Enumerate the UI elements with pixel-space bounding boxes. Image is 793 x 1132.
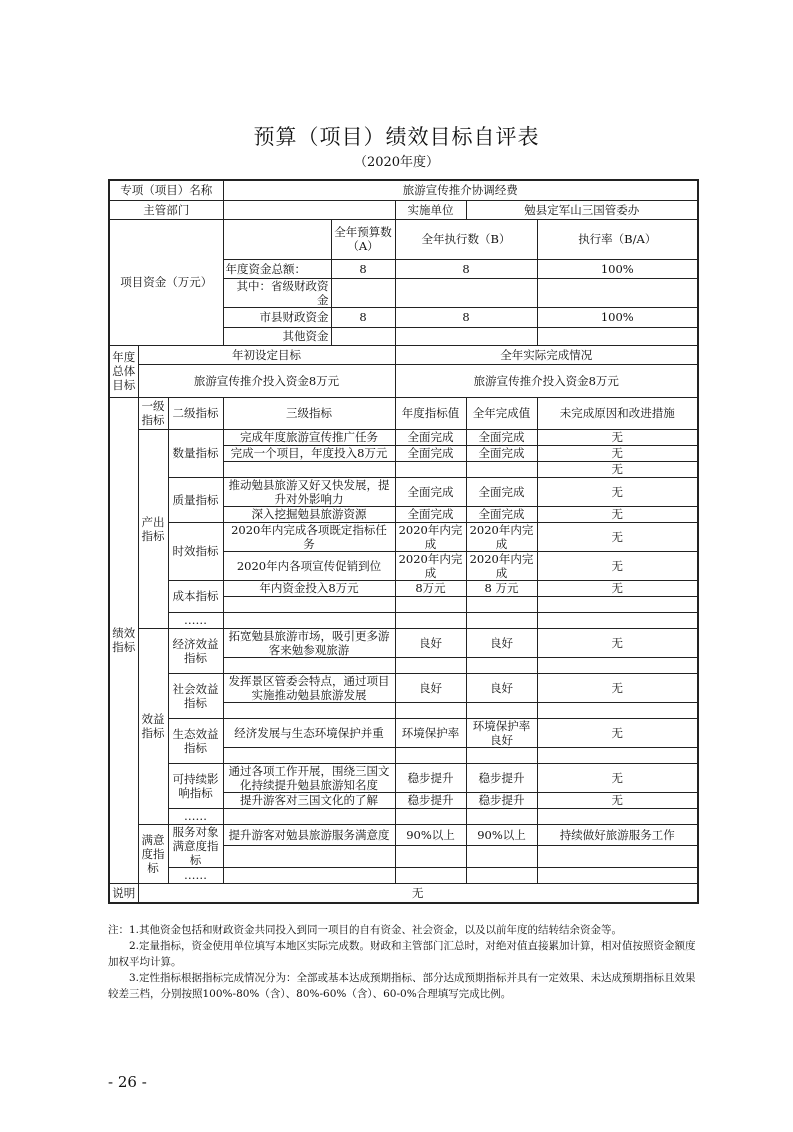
indicator-row xyxy=(109,867,698,883)
actual-value: 良好 xyxy=(466,628,537,657)
target-value xyxy=(395,808,466,824)
target-value: 良好 xyxy=(395,673,466,702)
funds-row-label: 其中：省级财政资金 xyxy=(223,278,331,307)
funds-rate-header: 执行率（B/A） xyxy=(537,219,698,259)
header-actual: 全年完成值 xyxy=(466,397,537,429)
level3-indicator: 发挥景区管委会特点，通过项目实施推动勉县旅游发展 xyxy=(223,673,395,702)
actual-value xyxy=(466,657,537,673)
actual-value: 2020年内完成 xyxy=(466,551,537,580)
reason-measures: 无 xyxy=(537,506,698,522)
target-value xyxy=(395,612,466,628)
level2-indicator: 成本指标 xyxy=(168,580,223,612)
level1-indicator: 产出指标 xyxy=(138,429,168,628)
target-value xyxy=(395,846,466,868)
reason-measures: 无 xyxy=(537,580,698,596)
level2-indicator: …… xyxy=(168,867,223,883)
header-reason: 未完成原因和改进措施 xyxy=(537,397,698,429)
funds-row-exec xyxy=(395,278,537,307)
indicator-row xyxy=(109,429,698,445)
indicator-row xyxy=(109,763,698,792)
actual-value: 良好 xyxy=(466,673,537,702)
reason-measures: 无 xyxy=(537,522,698,551)
level1-indicator: 效益指标 xyxy=(138,628,168,824)
header-level1: 一级指标 xyxy=(138,397,168,429)
page-subtitle: （2020年度） xyxy=(353,155,440,170)
funds-row-rate: 100% xyxy=(537,259,698,278)
target-value xyxy=(395,657,466,673)
actual-value xyxy=(466,846,537,868)
actual-value: 全面完成 xyxy=(466,477,537,506)
level3-indicator xyxy=(223,461,395,477)
reason-measures: 无 xyxy=(537,628,698,657)
funds-row-budget: 8 xyxy=(331,307,395,327)
level3-indicator xyxy=(223,596,395,612)
target-value: 全面完成 xyxy=(395,477,466,506)
funds-exec-header: 全年执行数（B） xyxy=(395,219,537,259)
target-value xyxy=(395,596,466,612)
actual-value: 8 万元 xyxy=(466,580,537,596)
department-label: 主管部门 xyxy=(109,200,223,219)
level3-indicator xyxy=(223,846,395,868)
indicator-row xyxy=(109,808,698,824)
target-value: 良好 xyxy=(395,628,466,657)
actual-value xyxy=(466,461,537,477)
level2-indicator: 经济效益指标 xyxy=(168,628,223,673)
unit-label: 实施单位 xyxy=(395,200,466,219)
header-level2: 二级指标 xyxy=(168,397,223,429)
project-name-value: 旅游宣传推介协调经费 xyxy=(223,180,698,200)
level3-indicator xyxy=(223,612,395,628)
reason-measures: 无 xyxy=(537,792,698,808)
reason-measures xyxy=(537,808,698,824)
footnote: 2.定量指标，资金使用单位填写本地区实际完成数。财政和主管部门汇总时，对绝对值直接累加计算，相对值按照资金额度加权平均计算。 xyxy=(108,940,696,968)
level3-indicator: 完成年度旅游宣传推广任务 xyxy=(223,429,395,445)
level3-indicator: 完成一个项目，年度投入8万元 xyxy=(223,445,395,461)
actual-value xyxy=(466,612,537,628)
funds-row-rate: 100% xyxy=(537,307,698,327)
footnotes xyxy=(108,922,698,1002)
funds-budget-header: 全年预算数（A） xyxy=(331,219,395,259)
reason-measures: 无 xyxy=(537,445,698,461)
level3-indicator: 拓宽勉县旅游市场，吸引更多游客来勉参观旅游 xyxy=(223,628,395,657)
page-number: - 26 - xyxy=(108,1073,147,1091)
actual-value: 稳步提升 xyxy=(466,792,537,808)
funds-row-label: 年度资金总额： xyxy=(223,259,331,278)
reason-measures: 无 xyxy=(537,763,698,792)
goal-set-header: 年初设定目标 xyxy=(138,345,395,364)
indicator-row xyxy=(109,628,698,657)
level1-indicator: 满意度指标 xyxy=(138,824,168,883)
level2-indicator: …… xyxy=(168,612,223,628)
funds-row-exec: 8 xyxy=(395,259,537,278)
funds-row-rate xyxy=(537,278,698,307)
reason-measures xyxy=(537,747,698,763)
note-label: 说明 xyxy=(109,883,138,903)
indicator-row xyxy=(109,477,698,506)
indicator-row xyxy=(109,580,698,596)
level3-indicator xyxy=(223,808,395,824)
page-title: 预算（项目）绩效目标自评表 xyxy=(253,125,540,149)
level2-indicator: 数量指标 xyxy=(168,429,223,477)
indicator-row xyxy=(109,522,698,551)
target-value: 稳步提升 xyxy=(395,792,466,808)
reason-measures: 无 xyxy=(537,477,698,506)
level2-indicator: 质量指标 xyxy=(168,477,223,522)
actual-value: 2020年内完成 xyxy=(466,522,537,551)
target-value: 环境保护率 xyxy=(395,718,466,747)
actual-value xyxy=(466,747,537,763)
goal-label: 年度总体目标 xyxy=(109,345,138,397)
target-value: 全面完成 xyxy=(395,445,466,461)
level3-indicator: 提升游客对三国文化的了解 xyxy=(223,792,395,808)
level2-indicator: 时效指标 xyxy=(168,522,223,580)
target-value: 稳步提升 xyxy=(395,763,466,792)
level3-indicator xyxy=(223,702,395,718)
note-value: 无 xyxy=(138,883,698,903)
target-value: 8万元 xyxy=(395,580,466,596)
level2-indicator: 服务对象满意度指标 xyxy=(168,824,223,867)
funds-corner-cell xyxy=(223,219,331,259)
header-level3: 三级指标 xyxy=(223,397,395,429)
level3-indicator: 提升游客对勉县旅游服务满意度 xyxy=(223,824,395,846)
level3-indicator: 通过各项工作开展，围绕三国文化持续提升勉县旅游知名度 xyxy=(223,763,395,792)
level3-indicator: 2020年内完成各项既定指标任务 xyxy=(223,522,395,551)
funds-row-exec xyxy=(395,327,537,345)
target-value xyxy=(395,867,466,883)
header-target: 年度指标值 xyxy=(395,397,466,429)
level3-indicator xyxy=(223,747,395,763)
goal-set-value: 旅游宣传推介投入资金8万元 xyxy=(138,364,395,397)
actual-value xyxy=(466,702,537,718)
indicator-row xyxy=(109,718,698,747)
reason-measures xyxy=(537,657,698,673)
department-value xyxy=(223,200,395,219)
level3-indicator: 2020年内各项宣传促销到位 xyxy=(223,551,395,580)
level3-indicator: 推动勉县旅游又好又快发展，提升对外影响力 xyxy=(223,477,395,506)
target-value xyxy=(395,747,466,763)
funds-row-rate xyxy=(537,327,698,345)
target-value xyxy=(395,702,466,718)
project-name-label: 专项（项目）名称 xyxy=(109,180,223,200)
actual-value: 90%以上 xyxy=(466,824,537,846)
target-value: 2020年内完成 xyxy=(395,551,466,580)
funds-row-budget: 8 xyxy=(331,259,395,278)
reason-measures xyxy=(537,596,698,612)
reason-measures: 持续做好旅游服务工作 xyxy=(537,824,698,846)
indicator-row xyxy=(109,612,698,628)
reason-measures: 无 xyxy=(537,429,698,445)
reason-measures: 无 xyxy=(537,551,698,580)
unit-value: 勉县定军山三国管委办 xyxy=(466,200,698,219)
reason-measures xyxy=(537,612,698,628)
performance-label: 绩效指标 xyxy=(109,397,138,883)
footnote: 3.定性指标根据指标完成情况分为：全部或基本达成预期指标、部分达成预期指标并具有一定效果、未达成预期指标且效果较差三档，分别按照100%-80%（含）、80%-60%（含）、60-0%合理填写完成比例。 xyxy=(108,972,696,1000)
actual-value: 全面完成 xyxy=(466,445,537,461)
level3-indicator: 经济发展与生态环境保护并重 xyxy=(223,718,395,747)
reason-measures: 无 xyxy=(537,718,698,747)
actual-value xyxy=(466,808,537,824)
level3-indicator xyxy=(223,657,395,673)
level2-indicator: 生态效益指标 xyxy=(168,718,223,763)
level2-indicator: …… xyxy=(168,808,223,824)
target-value: 2020年内完成 xyxy=(395,522,466,551)
reason-measures xyxy=(537,702,698,718)
funds-row-exec: 8 xyxy=(395,307,537,327)
funds-row-budget xyxy=(331,327,395,345)
indicator-row xyxy=(109,824,698,846)
level2-indicator: 社会效益指标 xyxy=(168,673,223,718)
goal-actual-value: 旅游宣传推介投入资金8万元 xyxy=(395,364,698,397)
target-value: 全面完成 xyxy=(395,506,466,522)
reason-measures: 无 xyxy=(537,461,698,477)
target-value: 全面完成 xyxy=(395,429,466,445)
actual-value: 全面完成 xyxy=(466,429,537,445)
actual-value: 全面完成 xyxy=(466,506,537,522)
reason-measures xyxy=(537,846,698,868)
evaluation-table xyxy=(108,179,699,904)
reason-measures xyxy=(537,867,698,883)
funds-row-label: 市县财政资金 xyxy=(223,307,331,327)
actual-value xyxy=(466,867,537,883)
target-value: 90%以上 xyxy=(395,824,466,846)
level3-indicator: 年内资金投入8万元 xyxy=(223,580,395,596)
actual-value: 环境保护率良好 xyxy=(466,718,537,747)
funds-row-budget xyxy=(331,278,395,307)
target-value xyxy=(395,461,466,477)
footnote: 注：1.其他资金包括和财政资金共同投入到同一项目的自有资金、社会资金，以及以前年度的结转结余资金等。 xyxy=(108,924,623,936)
level2-indicator: 可持续影响指标 xyxy=(168,763,223,808)
funds-row-label: 其他资金 xyxy=(223,327,331,345)
level3-indicator: 深入挖掘勉县旅游资源 xyxy=(223,506,395,522)
funds-label: 项目资金（万元） xyxy=(109,219,223,345)
indicator-row xyxy=(109,673,698,702)
level3-indicator xyxy=(223,867,395,883)
actual-value: 稳步提升 xyxy=(466,763,537,792)
reason-measures: 无 xyxy=(537,673,698,702)
actual-value xyxy=(466,596,537,612)
goal-actual-header: 全年实际完成情况 xyxy=(395,345,698,364)
